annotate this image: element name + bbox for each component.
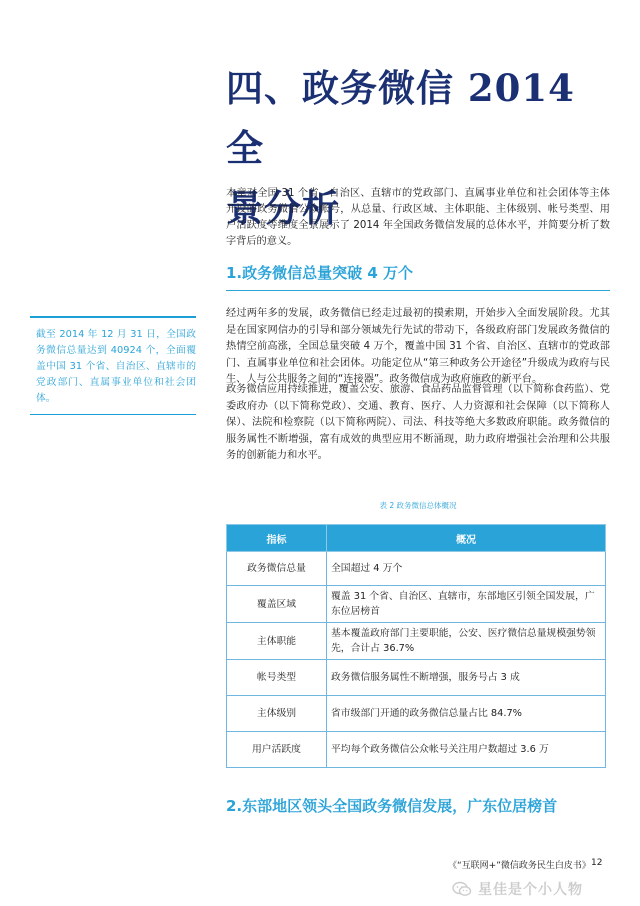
table-row (227, 660, 606, 696)
table-header-overview: 概况 (327, 525, 606, 552)
section-1-divider (226, 290, 610, 291)
watermark-text: 星佳是个小人物 (478, 882, 583, 898)
table-cell-value: 政务微信服务属性不断增强，服务号占 3 成 (327, 660, 606, 696)
table-row (227, 696, 606, 732)
table-caption: 表 2 政务微信总体概况 (379, 501, 457, 510)
section-2-heading: 2.东部地区领头全国政务微信发展，广东位居榜首 (226, 797, 558, 815)
table-cell-key: 主体职能 (227, 623, 327, 660)
section-1-paragraph-2: 政务微信应用持续推进，覆盖公安、旅游、食品药品监督管理（以下简称食药监）、党委政府办（以下简称党政）、交通、教育、医疗、人力资源和社会保障（以下简称人保）、法院和检察院（以下简称两院）、司法、科技等绝大多数政府职能。政务微信的服务属性不断增强，富有成效的典型应用不断涌现，助力政府增强社会治理和公共服务的创新能力和水平。 (226, 384, 610, 461)
table-cell-key: 用户活跃度 (227, 732, 327, 768)
table-row (227, 552, 606, 586)
section-1-paragraph-1: 经过两年多的发展，政务微信已经走过最初的摸索期，开始步入全面发展阶段。尤其是在国家网信办的引导和部分领域先行先试的带动下，各级政府部门发展政务微信的热情空前高涨，全国总量突破 4 万个，覆盖中国 31 个省、自治区、直辖市的党政部门、直属事业单位和社会团体。功能定位从“第三种政务公开途径”升级成为政府与民生、人与公共服务之间的“连接器”。政务微信成为政府施政的新平台。 (226, 308, 610, 385)
chapter-title-line2: 景分析 (226, 186, 340, 230)
sidebar-bottom-divider (30, 414, 196, 415)
table-cell-value: 覆盖 31 个省、自治区、直辖市，东部地区引领全国发展，广东位居榜首 (327, 586, 606, 623)
page-number: 12 (591, 858, 603, 868)
watermark (452, 877, 628, 901)
table-cell-value: 省市级部门开通的政务微信总量占比 84.7% (327, 696, 606, 732)
sidebar-top-divider (30, 316, 196, 318)
sidebar-pull-quote: 截至 2014 年 12 月 31 日，全国政务微信总量达到 40924 个，全面覆盖中国 31 个省、自治区、直辖市的党政部门、直属事业单位和社会团体。 (36, 329, 196, 404)
overview-table (226, 524, 606, 768)
table-cell-key: 帐号类型 (227, 660, 327, 696)
table-cell-value: 基本覆盖政府部门主要职能，公安、医疗微信总量规模强势领先，合计占 36.7% (327, 623, 606, 660)
table-row (227, 586, 606, 623)
table-header-indicator: 指标 (227, 525, 327, 552)
table-cell-key: 主体级别 (227, 696, 327, 732)
table-header-row (227, 525, 606, 552)
chapter-title-line1: 四、政务微信 2014 全 (226, 66, 575, 170)
wechat-icon (452, 881, 472, 897)
table-cell-value: 平均每个政务微信公众帐号关注用户数超过 3.6 万 (327, 732, 606, 768)
table-cell-value: 全国超过 4 万个 (327, 552, 606, 586)
chapter-intro: 本章对全国 31 个省、自治区、直辖市的党政部门、直属事业单位和社会团体等主体开设的政务微信公众帐号，从总量、行政区域、主体职能、主体级别、帐号类型、用户活跃度等维度全景展示了 2014 年全国政务微信发展的总体水平，并简要分析了数字背后的意义。 (226, 188, 610, 247)
section-1-heading: 1.政务微信总量突破 4 万个 (226, 264, 414, 282)
table-row (227, 732, 606, 768)
table-cell-key: 政务微信总量 (227, 552, 327, 586)
table-cell-key: 覆盖区域 (227, 586, 327, 623)
footer-book-title: 《“互联网+”微信政务民生白皮书》 (448, 861, 591, 871)
table-row (227, 623, 606, 660)
